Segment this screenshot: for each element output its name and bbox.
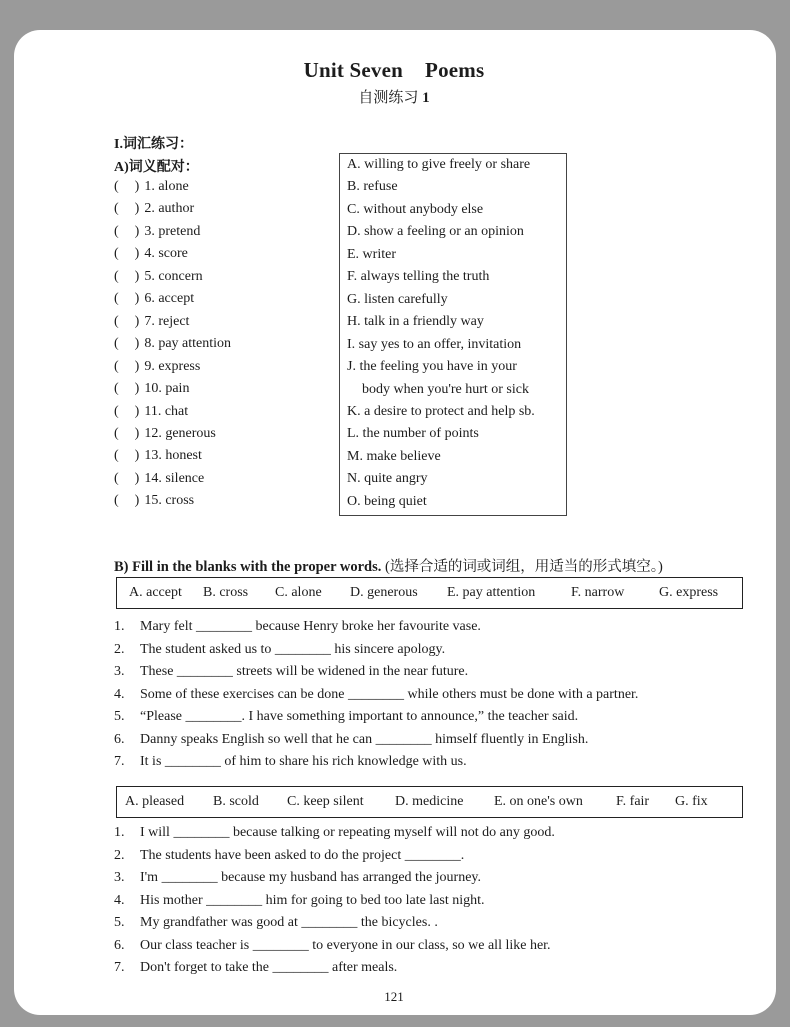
unit-title: Unit Seven bbox=[303, 58, 404, 82]
answer-paren-close: ) bbox=[134, 291, 140, 307]
topic-title: Poems bbox=[425, 58, 485, 82]
answer-paren-close: ) bbox=[134, 381, 140, 397]
sentence-item bbox=[114, 960, 397, 976]
sentence-item bbox=[114, 848, 464, 864]
sentence-number: 7. bbox=[114, 960, 125, 975]
answer-paren-open: ( bbox=[114, 313, 119, 329]
answer-paren-open: ( bbox=[114, 358, 119, 374]
sentence-item bbox=[114, 893, 485, 909]
vocab-item bbox=[114, 224, 200, 240]
word-option: D. medicine bbox=[395, 794, 464, 809]
definition-item: O. being quiet bbox=[347, 493, 427, 509]
sentence-item bbox=[114, 709, 578, 725]
answer-paren-close: ) bbox=[134, 403, 140, 419]
vocab-item bbox=[114, 246, 188, 262]
answer-paren-close: ) bbox=[134, 223, 140, 239]
sentence-item bbox=[114, 664, 468, 680]
sentence-item bbox=[114, 915, 438, 931]
definition-item: body when you're hurt or sick bbox=[362, 381, 529, 397]
sentence-text: The students have been asked to do the project ________. bbox=[140, 847, 465, 863]
sentence-text: I'm ________ because my husband has arranged the journey. bbox=[140, 870, 482, 885]
sentence-number: 1. bbox=[114, 825, 125, 840]
vocab-word: 2. author bbox=[144, 201, 195, 217]
definition-item: G. listen carefully bbox=[347, 291, 448, 307]
answer-paren-close: ) bbox=[134, 246, 140, 262]
word-option: B. scold bbox=[213, 794, 259, 809]
word-box-2 bbox=[116, 786, 743, 818]
answer-paren-close: ) bbox=[134, 336, 140, 352]
part-b-title-en: B) Fill in the blanks with the proper words. bbox=[114, 559, 382, 575]
word-box-1 bbox=[116, 577, 743, 609]
vocab-word: 5. concern bbox=[144, 268, 203, 284]
sentence-item bbox=[114, 870, 481, 886]
vocab-word: 13. honest bbox=[144, 448, 202, 464]
vocab-item bbox=[114, 201, 194, 217]
page-number: 121 bbox=[384, 989, 404, 1004]
sentence-text: My grandfather was good at ________ the bicycles. . bbox=[140, 915, 438, 930]
definition-item: L. the number of points bbox=[347, 426, 479, 442]
vocab-word: 9. express bbox=[144, 358, 201, 374]
definition-item: M. make believe bbox=[347, 448, 441, 464]
vocab-word: 4. score bbox=[144, 246, 188, 262]
sentence-text: Some of these exercises can be done ________ while others must be done with a partner. bbox=[140, 686, 639, 702]
sentence-item bbox=[114, 754, 467, 770]
answer-paren-open: ( bbox=[114, 470, 119, 486]
page-subtitle bbox=[14, 86, 774, 107]
vocab-word: 15. cross bbox=[144, 493, 195, 509]
word-option: C. alone bbox=[275, 585, 322, 600]
answer-paren-open: ( bbox=[114, 381, 119, 397]
answer-paren-open: ( bbox=[114, 201, 119, 217]
sentence-number: 6. bbox=[114, 731, 125, 747]
vocab-item bbox=[114, 426, 216, 442]
answer-paren-open: ( bbox=[114, 448, 119, 464]
vocab-word: 10. pain bbox=[144, 381, 190, 397]
vocab-item bbox=[114, 336, 231, 352]
vocab-item bbox=[114, 291, 194, 307]
word-option: F. fair bbox=[616, 794, 650, 809]
definition-item: N. quite angry bbox=[347, 471, 428, 487]
sentence-item bbox=[114, 642, 445, 658]
definition-item: C. without anybody else bbox=[347, 201, 484, 217]
sentence-number: 7. bbox=[114, 754, 125, 769]
sentence-number: 2. bbox=[114, 847, 125, 863]
word-option: D. generous bbox=[350, 585, 418, 600]
vocab-word: 12. generous bbox=[144, 425, 216, 441]
answer-paren-close: ) bbox=[134, 313, 140, 329]
answer-paren-open: ( bbox=[114, 493, 119, 509]
answer-paren-close: ) bbox=[134, 268, 140, 284]
part-b-title-cn: (选择合适的词或词组，用适当的形式填空。) bbox=[384, 559, 663, 575]
sentence-number: 2. bbox=[114, 641, 125, 657]
sentence-text: Danny speaks English so well that he can ________ himself fluently in English. bbox=[140, 731, 589, 747]
definition-item: A. willing to give freely or share bbox=[347, 157, 531, 172]
sentence-item bbox=[114, 938, 551, 954]
answer-paren-open: ( bbox=[114, 268, 119, 284]
sentence-number: 1. bbox=[114, 619, 125, 634]
vocab-item bbox=[114, 359, 200, 375]
sentence-text: I will ________ because talking or repeating myself will not do any good. bbox=[140, 825, 555, 840]
vocab-item bbox=[114, 404, 188, 420]
word-option: A. pleased bbox=[125, 794, 185, 809]
word-option: C. keep silent bbox=[287, 794, 364, 809]
sentence-text: Our class teacher is ________ to everyone in our class, so we all like her. bbox=[140, 937, 551, 953]
vocab-word: 14. silence bbox=[144, 470, 205, 486]
answer-paren-close: ) bbox=[134, 358, 140, 374]
sentence-number: 4. bbox=[114, 892, 125, 908]
word-option: B. cross bbox=[203, 585, 249, 600]
part-b-title bbox=[114, 555, 663, 576]
vocab-word: 8. pay attention bbox=[144, 336, 232, 352]
word-option: A. accept bbox=[129, 585, 182, 600]
answer-paren-close: ) bbox=[134, 425, 140, 441]
definition-item: I. say yes to an offer, invitation bbox=[347, 336, 522, 352]
vocab-word: 3. pretend bbox=[144, 223, 201, 239]
sentence-text: His mother ________ him for going to bed too late last night. bbox=[140, 892, 485, 908]
answer-paren-close: ) bbox=[134, 201, 140, 217]
definition-item: E. writer bbox=[347, 246, 396, 262]
sentence-number: 3. bbox=[114, 870, 125, 885]
answer-paren-open: ( bbox=[114, 403, 119, 419]
page-title bbox=[14, 58, 774, 83]
sentence-text: These ________ streets will be widened in the near future. bbox=[140, 664, 469, 679]
definition-item: J. the feeling you have in your bbox=[347, 359, 517, 375]
sentence-item bbox=[114, 825, 555, 841]
answer-paren-close: ) bbox=[134, 448, 140, 464]
vocab-item bbox=[114, 381, 189, 397]
answer-paren-open: ( bbox=[114, 425, 119, 441]
section-title: I.词汇练习： bbox=[114, 137, 193, 152]
definition-item: H. talk in a friendly way bbox=[347, 314, 484, 330]
answer-paren-close: ) bbox=[134, 493, 140, 509]
answer-paren-close: ) bbox=[134, 470, 140, 486]
vocab-item bbox=[114, 448, 202, 464]
sentence-item bbox=[114, 687, 638, 703]
sentence-number: 3. bbox=[114, 664, 125, 679]
vocab-word: 6. accept bbox=[144, 291, 195, 307]
sentence-text: Mary felt ________ because Henry broke her favourite vase. bbox=[140, 619, 481, 634]
sentence-number: 5. bbox=[114, 915, 125, 930]
definition-item: B. refuse bbox=[347, 179, 398, 195]
answer-paren-open: ( bbox=[114, 291, 119, 307]
worksheet-page bbox=[14, 30, 776, 1015]
vocab-item bbox=[114, 179, 189, 195]
definition-item: D. show a feeling or an opinion bbox=[347, 224, 524, 240]
sentence-text: The student asked us to ________ his sincere apology. bbox=[140, 641, 446, 657]
word-option: F. narrow bbox=[571, 585, 625, 600]
definition-item: K. a desire to protect and help sb. bbox=[347, 403, 535, 419]
subtitle-cn: 自测练习 bbox=[358, 90, 419, 106]
word-option: E. on one's own bbox=[494, 794, 583, 809]
sentence-number: 6. bbox=[114, 937, 125, 953]
word-option: G. fix bbox=[675, 794, 708, 809]
vocab-word: 7. reject bbox=[144, 313, 190, 329]
vocab-item bbox=[114, 471, 204, 487]
vocab-word: 1. alone bbox=[144, 179, 189, 194]
word-option: E. pay attention bbox=[447, 585, 536, 600]
answer-paren-open: ( bbox=[114, 179, 119, 194]
sentence-number: 4. bbox=[114, 686, 125, 702]
answer-paren-open: ( bbox=[114, 336, 119, 352]
answer-paren-close: ) bbox=[134, 179, 140, 194]
answer-paren-open: ( bbox=[114, 223, 119, 239]
sentence-item bbox=[114, 732, 588, 748]
sentence-number: 5. bbox=[114, 709, 125, 724]
sentence-item bbox=[114, 619, 481, 635]
answer-paren-open: ( bbox=[114, 246, 119, 262]
sentence-text: Don't forget to take the ________ after meals. bbox=[140, 960, 398, 975]
subtitle-number: 1 bbox=[422, 90, 430, 106]
definition-item: F. always telling the truth bbox=[347, 269, 490, 285]
vocab-item bbox=[114, 493, 194, 509]
vocab-word: 11. chat bbox=[144, 403, 189, 419]
vocab-item bbox=[114, 269, 203, 285]
sentence-text: “Please ________. I have something important to announce,” the teacher said. bbox=[140, 709, 579, 724]
part-a-title: A)词义配对： bbox=[114, 160, 199, 175]
word-option: G. express bbox=[659, 585, 719, 600]
sentence-text: It is ________ of him to share his rich knowledge with us. bbox=[140, 754, 467, 769]
vocab-item bbox=[114, 314, 189, 330]
